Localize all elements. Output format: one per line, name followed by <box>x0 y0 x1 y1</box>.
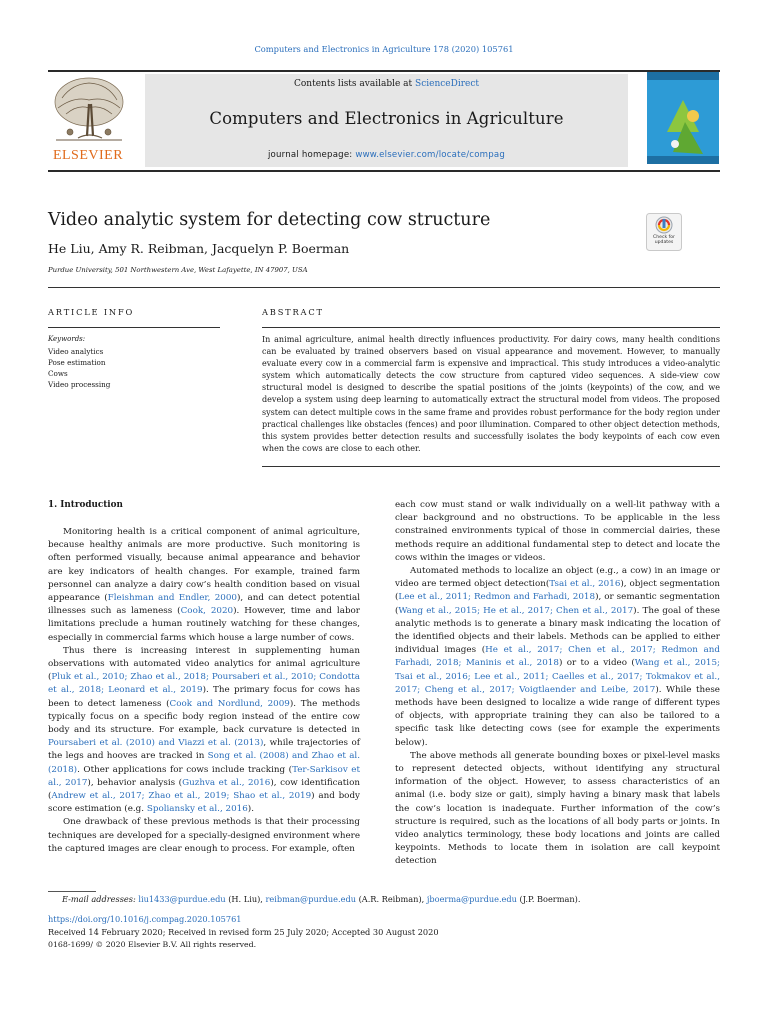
elsevier-wordmark: ELSEVIER <box>52 148 124 163</box>
email-label: E-mail addresses: <box>62 894 136 904</box>
body-column-left <box>48 526 360 856</box>
citation-link[interactable]: Cook, 2020 <box>180 606 234 617</box>
text-run: ). <box>247 804 254 815</box>
text-run: each cow must stand or walk individually on a well-lit pathway with a clear background and no obstructions. To be applicable in the less constrained environments typical of those in commercial dairies, these methods require an additional fundamental step to detect and locate the cows within the images or videos. <box>395 500 720 563</box>
keyword: Cows <box>48 369 68 378</box>
body-paragraph <box>48 645 360 817</box>
text-run: Automated methods to localize an object (e.g., a cow) in an image or video are termed object detection( <box>395 566 720 590</box>
citation-link[interactable]: Song et al. (2008) and Zhao et al. (2018) <box>48 751 360 775</box>
elsevier-tree-icon <box>48 74 130 146</box>
homepage-link[interactable]: www.elsevier.com/locate/compag <box>355 150 506 160</box>
citation-link[interactable]: Lee et al., 2011; Redmon and Farhadi, 2018 <box>398 592 596 603</box>
check-for-updates-icon <box>646 213 682 251</box>
email-owner: (A.R. Reibman), <box>355 894 427 904</box>
email-footnote <box>62 894 580 904</box>
homepage-prefix: journal homepage: <box>267 150 356 160</box>
text-run: Monitoring health is a critical component of animal agriculture, because healthy animals are more productive. Such monitoring is often performed visually, because animal appearance and behavior are key indicators of health changes. For example, trained farm personnel can analyze a dairy cow’s health condition based on visual appearance ( <box>48 527 360 604</box>
citation-link[interactable]: Spoliansky et al., 2016 <box>146 804 248 815</box>
keyword: Video analytics <box>48 347 104 356</box>
text-run: One drawback of these previous methods is that their processing techniques are developed for a specially-designed environment where the captured images are clear enough to process. For example, often <box>48 817 360 854</box>
text-run: ), cow identification ( <box>48 777 360 802</box>
body-paragraph <box>395 499 720 565</box>
affiliation: Purdue University, 501 Northwestern Ave, West Lafayette, IN 47907, USA <box>48 266 308 274</box>
abstract-text: In animal agriculture, animal health directly influences productivity. For dairy cows, many health conditions can be evaluated by trained observers based on visual appearance and movement. However, to manually evaluate every cow in a commercial farm is expensive and impractical. This study introduces a video-analytic system which automatically detects the cow structure from captured video sequences. A side-view cow structural model is designed to describe the spatial positions of the joints (keypoints) of the cow, and we develop a system using deep learning to automatically extract the structural model from videos. The proposed system can detect multiple cows in the same frame and provides robust performance for the body region under practical challenges like obstacles (fences) and poor illumination. Compared to other object detection methods, this system provides better detection results and successfully isolates the body keypoints of each cow even when the cows are close to each other. <box>262 335 720 453</box>
section-heading: 1. Introduction <box>48 500 123 510</box>
author-list: He Liu, Amy R. Reibman, Jacquelyn P. Boerman <box>48 241 350 256</box>
journal-homepage <box>145 150 628 160</box>
email-link[interactable]: liu1433@purdue.edu <box>138 894 226 904</box>
abstract-heading: ABSTRACT <box>262 307 324 317</box>
sciencedirect-link[interactable]: ScienceDirect <box>415 79 479 89</box>
body-column-right <box>395 499 720 869</box>
article-title: Video analytic system for detecting cow structure <box>48 210 491 230</box>
citation-link[interactable]: Ter-Sarkisov et al., 2017 <box>48 764 360 788</box>
text-run: Thus there is increasing interest in supplementing human observations with automated video analytics for animal agriculture ( <box>48 645 360 683</box>
contents-line <box>145 79 628 89</box>
check-for-updates-badge[interactable] <box>646 213 682 251</box>
check-for-updates-label: Check for updates <box>653 235 675 245</box>
journal-reference[interactable]: Computers and Electronics in Agriculture 178 (2020) 105761 <box>254 44 514 54</box>
article-info-heading: ARTICLE INFO <box>48 307 135 317</box>
text-run: ), and can detect potential illnesses such as lameness ( <box>48 593 360 617</box>
text-run: ). The methods typically focus on a specific body region instead of the entire cow body and its structure. For example, back curvature is detected in <box>48 698 360 736</box>
citation-link[interactable]: Guzhva et al., 2016 <box>182 777 271 788</box>
received-dates: Received 14 February 2020; Received in revised form 25 July 2020; Accepted 30 August 2020 <box>48 927 439 937</box>
body-paragraph <box>48 816 360 856</box>
doi-link[interactable]: https://doi.org/10.1016/j.compag.2020.105761 <box>48 914 242 924</box>
keyword: Video processing <box>48 380 111 389</box>
citation-link[interactable]: Pluk et al., 2010; Zhao et al., 2018; Poursaberi et al., 2010; Condotta et al., 2018; Leonard et al., 2019 <box>48 672 360 696</box>
citation-link[interactable]: Wang et al., 2015; Tsai et al., 2016; Lee et al., 2011; Caelles et al., 2017; Tokmakov et al., 2017; Cheng et al., 2017; Voigtlaender and Leibe, 2017 <box>395 658 720 695</box>
text-run: ) or to a video ( <box>558 658 635 669</box>
text-run: ), object segmentation ( <box>395 579 720 603</box>
citation-link[interactable]: Andrew et al., 2017; Zhao et al., 2019; Shao et al., 2019 <box>51 791 312 802</box>
text-run: , while trajectories of the legs and hooves are tracked in <box>48 738 360 762</box>
email-owner: (J.P. Boerman). <box>516 894 581 904</box>
citation-link[interactable]: Wang et al., 2015; He et al., 2017; Chen et al., 2017 <box>398 605 634 616</box>
keyword: Pose estimation <box>48 358 106 367</box>
text-run: ), or semantic segmentation ( <box>395 592 720 616</box>
abstract-top-rule <box>262 327 720 328</box>
journal-cover-image <box>647 72 719 164</box>
text-run: The above methods all generate bounding boxes or pixel-level masks to represent detected objects, without identifying any structural information of the object. However, to assess characteristics of an animal (i.e. body size or gait), simply having a binary mask that labels the cow’s location is inadequate. Further information of the cow’s structure is required, such as the locations of all body parts or joints. In video analytics terminology, these body locations and joints are called keypoints. Methods to locate them in isolation are call keypoint detection <box>395 750 720 867</box>
text-run: . Other applications for cows include tracking ( <box>77 764 293 775</box>
contents-prefix: Contents lists available at <box>294 79 416 89</box>
journal-title: Computers and Electronics in Agriculture <box>209 109 564 128</box>
body-paragraph <box>395 750 720 869</box>
citation-link[interactable]: Fleishman and Endler, 2000 <box>107 593 237 604</box>
journal-cover[interactable] <box>647 72 719 164</box>
text-run: ). The primary focus for cows has been to detect lameness ( <box>48 685 360 709</box>
copyright-notice: 0168-1699/ © 2020 Elsevier B.V. All rights reserved. <box>48 940 257 949</box>
body-paragraph <box>48 526 360 645</box>
keywords-label: Keywords: <box>48 335 86 343</box>
abstract-bottom-rule <box>262 466 720 467</box>
email-link[interactable]: jboerma@purdue.edu <box>426 894 517 904</box>
citation-link[interactable]: Tsai et al., 2016 <box>549 579 621 590</box>
citation-link[interactable]: He et al., 2017; Chen et al., 2017; Redmon and Farhadi, 2018; Maninis et al., 2018 <box>395 645 720 669</box>
text-run: ). While these methods have been designed to localize a wide range of different types of objects, with appropriate training they can also be tailored to a specific task like detecting cows (see for example the experiments below). <box>395 684 720 748</box>
text-run: ). However, time and labor limitations preclude a human routinely watching for these changes, especially in commercial farms which house a large number of cows. <box>48 606 360 643</box>
text-run: ), behavior analysis ( <box>87 777 183 788</box>
article-info-rule <box>48 327 220 328</box>
keyword-list <box>48 346 110 390</box>
footnote-rule <box>48 891 96 892</box>
citation-link[interactable]: Cook and Nordlund, 2009 <box>169 698 290 709</box>
citation-link[interactable]: Poursaberi et al. (2010) and Viazzi et al. (2013) <box>48 738 264 749</box>
text-run: ). The goal of these analytic methods is to generate a binary mask indicating the location of the identified objects and their labels. Methods can be applied to either individual images ( <box>395 605 720 656</box>
text-run: ) and body score estimation (e.g. <box>48 791 360 815</box>
masthead-bottom-rule <box>48 170 720 172</box>
masthead-top-rule <box>48 70 720 72</box>
title-block-rule <box>48 287 720 288</box>
email-link[interactable]: reibman@purdue.edu <box>265 894 356 904</box>
email-owner: (H. Liu), <box>225 894 266 904</box>
elsevier-logo[interactable] <box>48 74 138 168</box>
body-paragraph <box>395 565 720 750</box>
